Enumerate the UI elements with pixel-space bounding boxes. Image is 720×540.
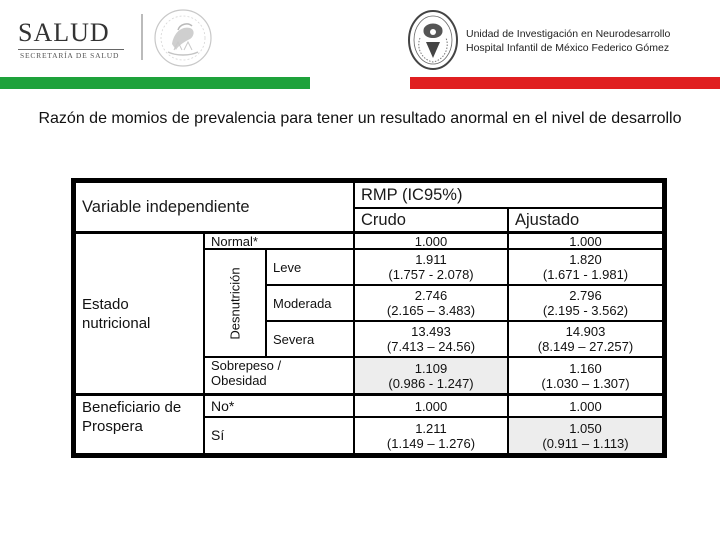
leve-ajustado (509, 250, 662, 284)
no-crudo: 1.000 (355, 396, 507, 416)
moderada-ajustado (509, 286, 662, 320)
severa-crudo-value: 13.493 (411, 324, 451, 339)
severa-crudo-ci: (7.413 – 24.56) (386, 339, 476, 354)
row-label-si: Sí (205, 418, 353, 453)
sobrepeso-crudo-ci: (0.986 - 1.247) (388, 375, 474, 391)
red-bar (410, 77, 720, 89)
row-label-sobrepeso (205, 358, 353, 393)
desnutricion-label: Desnutrición (227, 266, 243, 340)
leve-crudo (355, 250, 507, 284)
row-label-severa: Severa (267, 322, 353, 356)
sobrepeso-ajustado (509, 358, 662, 393)
si-crudo-ci: (1.149 – 1.276) (386, 435, 476, 451)
header-crudo: Crudo (355, 209, 507, 231)
moderada-ajustado-value: 2.796 (569, 288, 602, 303)
si-crudo (355, 418, 507, 453)
salud-logo (18, 18, 128, 58)
group-estado-label: Estado nutricional (82, 295, 151, 332)
national-seal-icon (148, 6, 218, 70)
header-ajustado: Ajustado (509, 209, 662, 231)
row-label-normal: Normal* (205, 234, 353, 248)
institution-line-2: Hospital Infantil de México Federico Gómez (466, 42, 670, 54)
logo-underline (18, 49, 124, 50)
sobrepeso-crudo-value: 1.109 (414, 360, 448, 376)
desnutricion-cell (205, 250, 265, 356)
leve-ajustado-value: 1.820 (569, 252, 602, 267)
row-label-moderada: Moderada (267, 286, 353, 320)
no-ajustado: 1.000 (509, 396, 662, 416)
green-bar (0, 77, 310, 89)
salud-logo-text: SALUD (18, 18, 110, 47)
institution-name (466, 27, 670, 55)
sobrepeso-ajustado-ci: (1.030 – 1.307) (541, 375, 630, 391)
sobrepeso-label-line1: Sobrepeso / (211, 358, 282, 373)
severa-ajustado-ci: (8.149 – 27.257) (537, 339, 634, 354)
group-estado-nutricional (76, 234, 203, 393)
sobrepeso-ajustado-value: 1.160 (569, 360, 602, 376)
header-divider (141, 14, 143, 60)
leve-ajustado-ci: (1.671 - 1.981) (542, 267, 629, 282)
si-crudo-value: 1.211 (415, 420, 447, 436)
si-ajustado-value: 1.050 (569, 420, 602, 436)
normal-ajustado: 1.000 (509, 234, 662, 248)
sobrepeso-crudo (355, 358, 507, 393)
leve-crudo-value: 1.911 (415, 252, 447, 267)
normal-crudo: 1.000 (355, 234, 507, 248)
leve-crudo-ci: (1.757 - 2.078) (388, 267, 474, 282)
row-label-leve: Leve (267, 250, 353, 284)
sobrepeso-label-line2: Obesidad (211, 373, 267, 388)
si-ajustado (509, 418, 662, 453)
group-prospera (76, 396, 203, 453)
salud-logo-subtitle: SECRETARÍA DE SALUD (20, 51, 120, 60)
moderada-crudo-ci: (2.165 – 3.483) (386, 303, 476, 318)
moderada-crudo-value: 2.746 (414, 288, 448, 303)
hospital-seal-icon (406, 8, 460, 72)
moderada-ajustado-ci: (2.195 - 3.562) (542, 303, 629, 318)
moderada-crudo (355, 286, 507, 320)
severa-ajustado (509, 322, 662, 356)
results-table (71, 178, 667, 458)
group-prospera-label: Beneficiario de Prospera (82, 399, 182, 435)
institution-line-1: Unidad de Investigación en Neurodesarrollo (466, 28, 671, 40)
severa-ajustado-value: 14.903 (565, 324, 606, 339)
row-label-no: No* (205, 396, 353, 416)
severa-crudo (355, 322, 507, 356)
slide-title: Razón de momios de prevalencia para tener un resultado anormal en el nivel de desarrollo (38, 110, 682, 127)
si-ajustado-ci: (0.911 – 1.113) (542, 435, 629, 451)
header-variable: Variable independiente (76, 183, 353, 231)
header-rmp: RMP (IC95%) (355, 183, 662, 207)
